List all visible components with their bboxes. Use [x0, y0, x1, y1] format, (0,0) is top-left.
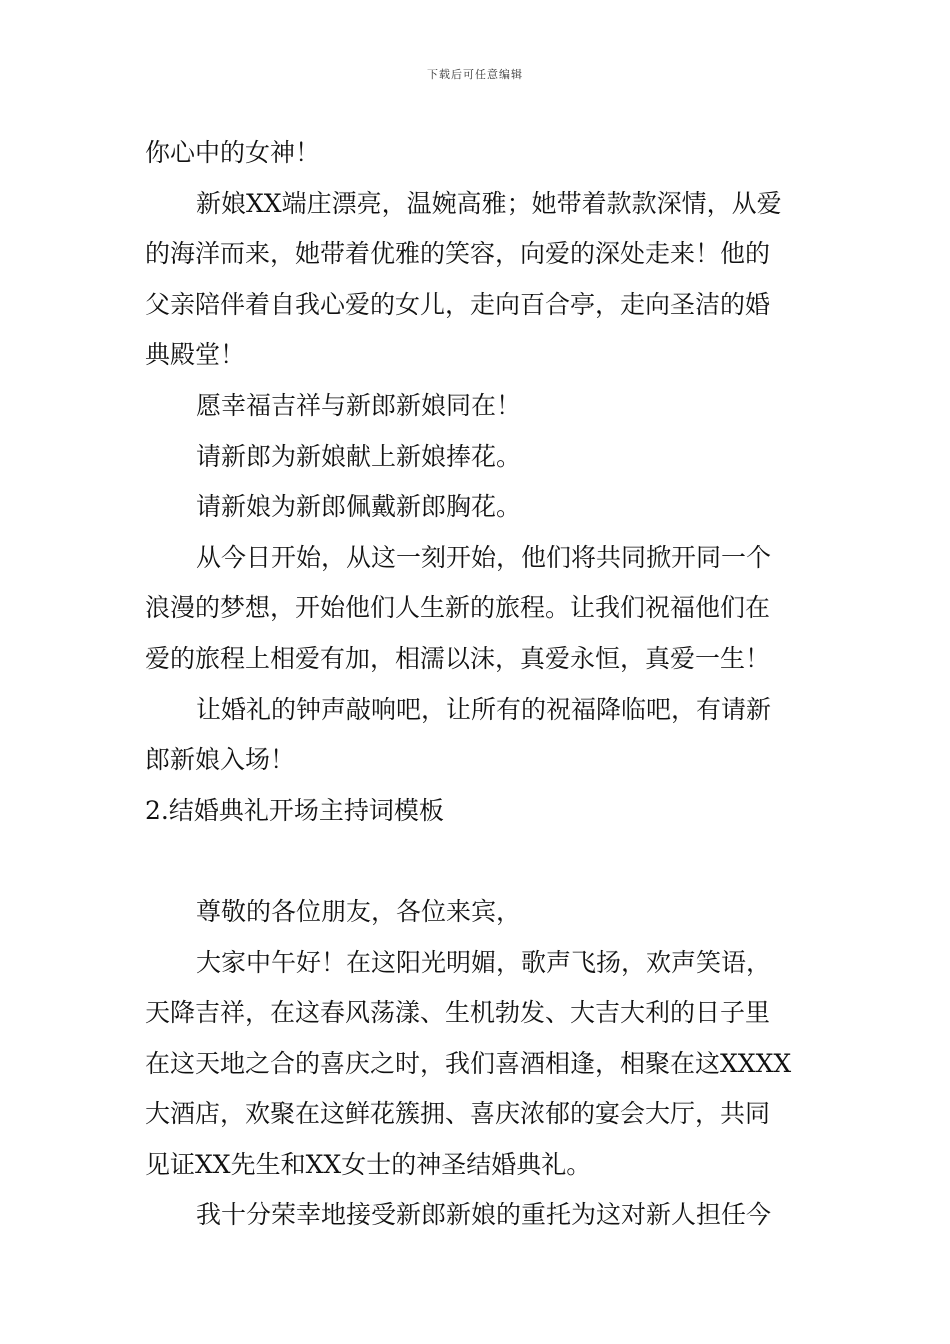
- text-line: 父亲陪伴着自我心爱的女儿，走向百合亭，走向圣洁的婚: [145, 289, 771, 319]
- section-heading: 2.结婚典礼开场主持词模板: [145, 795, 444, 825]
- text-line: 天降吉祥，在这春风荡漾、生机勃发、大吉大利的日子里: [145, 998, 771, 1028]
- text-line: 浪漫的梦想，开始他们人生新的旅程。让我们祝福他们在: [145, 593, 771, 623]
- text-line: 典殿堂！: [145, 340, 246, 370]
- page-header-note: 下载后可任意编辑: [427, 68, 523, 81]
- paragraph-start: 从今日开始，从这一刻开始，他们将共同掀开同一个: [196, 542, 772, 572]
- text-line: 见证XX先生和XX女士的神圣结婚典礼。: [145, 1149, 592, 1179]
- paragraph-start: 新娘XX端庄漂亮，温婉高雅；她带着款款深情，从爱: [196, 188, 782, 218]
- paragraph-start: 我十分荣幸地接受新郎新娘的重托为这对新人担任今: [196, 1200, 772, 1230]
- text-line: 大酒店，欢聚在这鲜花簇拥、喜庆浓郁的宴会大厅，共同: [145, 1099, 771, 1129]
- text-line: 在这天地之合的喜庆之时，我们喜酒相逢，相聚在这XXXX: [145, 1048, 792, 1078]
- document-body: [145, 128, 807, 1241]
- blank-line: [145, 836, 807, 887]
- text-line: 爱的旅程上相爱有加，相濡以沫，真爱永恒，真爱一生！: [145, 643, 771, 673]
- paragraph-start: 大家中午好！在这阳光明媚，歌声飞扬，欢声笑语，: [196, 947, 772, 977]
- paragraph-start: 尊敬的各位朋友，各位来宾，: [196, 896, 522, 926]
- paragraph-start: 愿幸福吉祥与新郎新娘同在！: [196, 390, 522, 420]
- text-line: 的海洋而来，她带着优雅的笑容，向爱的深处走来！他的: [145, 239, 771, 269]
- text-line: 你心中的女神！: [145, 138, 321, 167]
- text-line: 郎新娘入场！: [145, 745, 296, 775]
- paragraph-start: 让婚礼的钟声敲响吧，让所有的祝福降临吧，有请新: [196, 694, 772, 724]
- paragraph-start: 请新郎为新娘献上新娘捧花。: [196, 441, 522, 471]
- paragraph-start: 请新娘为新郎佩戴新郎胸花。: [196, 492, 522, 522]
